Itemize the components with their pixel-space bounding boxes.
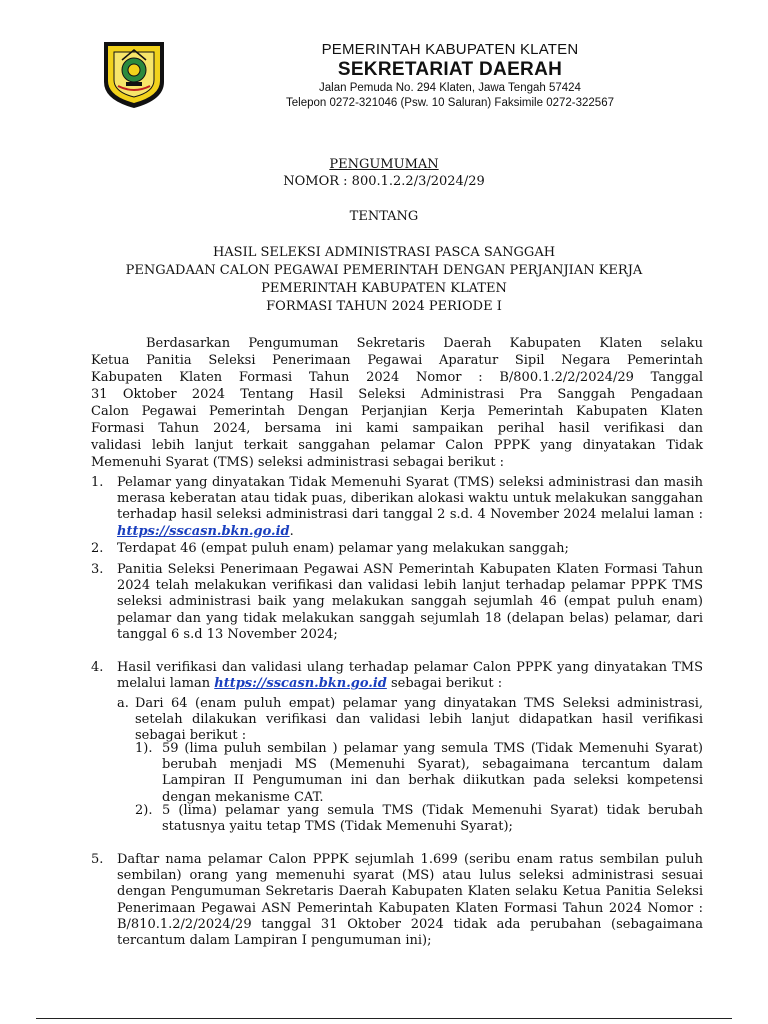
item-text: Hasil verifikasi dan validasi ulang terhadap pelamar Calon PPPK yang dinyatakan TMS melalui laman https://sscasn.bkn.go.id sebagai berikut : <box>117 660 703 692</box>
letterhead <box>0 0 768 120</box>
announcement-title: PENGUMUMAN <box>329 157 439 172</box>
item-number: 4. <box>91 660 104 675</box>
office-contact: Telepon 0272-321046 (Psw. 10 Saluran) Faksimile 0272-322567 <box>286 97 614 109</box>
subject-line-1: HASIL SELEKSI ADMINISTRASI PASCA SANGGAH <box>212 245 556 260</box>
intro-line: 31 Oktober 2024 Tentang Hasil Seleksi Administrasi Pra Sanggah Pengadaan <box>91 387 703 402</box>
item-text: Daftar nama pelamar Calon PPPK sejumlah 1.699 (seribu enam ratus sembilan puluh sembilan) orang yang memenuhi syarat (MS) atau lulus seleksi administrasi sesuai dengan Pengumuman Sekretaris Daerah Kabupaten Klaten selaku Ketua Panitia Seleksi Penerimaan Pegawai ASN Pemerintah Kabupaten Klaten Formasi Tahun 2024 Nomor : B/810.1.2/2/2024/29 tanggal 31 Oktober 2024 tidak ada perubahan (sebagaimana tercantum dalam Lampiran I pengumuman ini); <box>117 852 703 949</box>
intro-line: Berdasarkan Pengumuman Sekretaris Daerah Kabupaten Klaten selaku <box>146 336 703 351</box>
sub-point-text: 5 (lima) pelamar yang semula TMS (Tidak Memenuhi Syarat) tidak berubah statusnya yaitu tetap TMS (Tidak Memenuhi Syarat); <box>162 803 703 835</box>
subject-line-2: PENGADAAN CALON PEGAWAI PEMERINTAH DENGAN PERJANJIAN KERJA <box>125 263 643 278</box>
item-text: Terdapat 46 (empat puluh enam) pelamar yang melakukan sanggah; <box>117 541 569 556</box>
subject-line-4: FORMASI TAHUN 2024 PERIODE I <box>266 299 502 314</box>
klaten-regency-emblem-icon <box>100 38 168 110</box>
item-text: Pelamar yang dinyatakan Tidak Memenuhi Syarat (TMS) seleksi administrasi dan masih merasa keberatan atau tidak puas, diberikan alokasi waktu untuk melakukan sanggahan terhadap hasil seleksi administrasi dari tanggal 2 s.d. 4 November 2024 melalui laman : https://sscasn.bkn.go.id. <box>117 475 703 539</box>
sscasn-link[interactable]: https://sscasn.bkn.go.id <box>117 523 290 539</box>
item-number: 3. <box>91 562 104 577</box>
announcement-about: TENTANG <box>349 209 419 224</box>
intro-line: Formasi Tahun 2024, bersama ini kami sampaikan perihal hasil verifikasi dan <box>91 421 703 436</box>
sub-item-label: a. <box>117 696 129 711</box>
intro-line: validasi lebih lanjut terkait sanggahan pelamar Calon PPPK yang dinyatakan Tidak <box>91 438 703 453</box>
intro-line: Memenuhi Syarat (TMS) seleksi administrasi sebagai berikut : <box>91 455 505 470</box>
government-name: PEMERINTAH KABUPATEN KLATEN <box>321 41 579 58</box>
sscasn-link[interactable]: https://sscasn.bkn.go.id <box>214 676 387 692</box>
office-address: Jalan Pemuda No. 294 Klaten, Jawa Tengah 57424 <box>319 82 581 94</box>
item-number: 1. <box>91 475 104 490</box>
intro-line: Ketua Panitia Seleksi Penerimaan Pegawai Aparatur Sipil Negara Pemerintah <box>91 353 703 368</box>
page-bottom-rule <box>36 1018 732 1019</box>
sub-item-text: Dari 64 (enam puluh empat) pelamar yang dinyatakan TMS Seleksi administrasi, setelah dilakukan verifikasi dan validasi lebih lanjut didapatkan hasil verifikasi sebagai berikut : <box>135 696 703 744</box>
sub-point-label: 2). <box>135 803 153 818</box>
subject-line-3: PEMERINTAH KABUPATEN KLATEN <box>261 281 507 296</box>
sub-point-label: 1). <box>135 741 153 756</box>
letterhead-text <box>190 40 710 111</box>
item-number: 5. <box>91 852 104 867</box>
item-text: Panitia Seleksi Penerimaan Pegawai ASN Pemerintah Kabupaten Klaten Formasi Tahun 2024 telah melakukan verifikasi dan validasi lebih lanjut terhadap pelamar PPPK TMS seleksi administrasi baik yang melakukan sanggah sejumlah 46 (empat puluh enam) pelamar dan yang tidak melakukan sanggah sejumlah 18 (delapan belas) pelamar, dari tanggal 6 s.d 13 November 2024; <box>117 562 703 642</box>
announcement-number: NOMOR : 800.1.2.2/3/2024/29 <box>283 174 485 189</box>
intro-line: Kabupaten Klaten Formasi Tahun 2024 Nomor : B/800.1.2/2/2024/29 Tanggal <box>91 370 703 385</box>
office-name: SEKRETARIAT DAERAH <box>337 59 563 80</box>
intro-line: Calon Pegawai Pemerintah Dengan Perjanjian Kerja Pemerintah Kabupaten Klaten <box>91 404 703 419</box>
item-number: 2. <box>91 541 104 556</box>
sub-point-text: 59 (lima puluh sembilan ) pelamar yang semula TMS (Tidak Memenuhi Syarat) berubah menjadi MS (Memenuhi Syarat), sebagaimana tercantum dalam Lampiran II Pengumuman ini dan berhak diikutkan pada seleksi kompetensi dengan mekanisme CAT. <box>162 741 703 805</box>
